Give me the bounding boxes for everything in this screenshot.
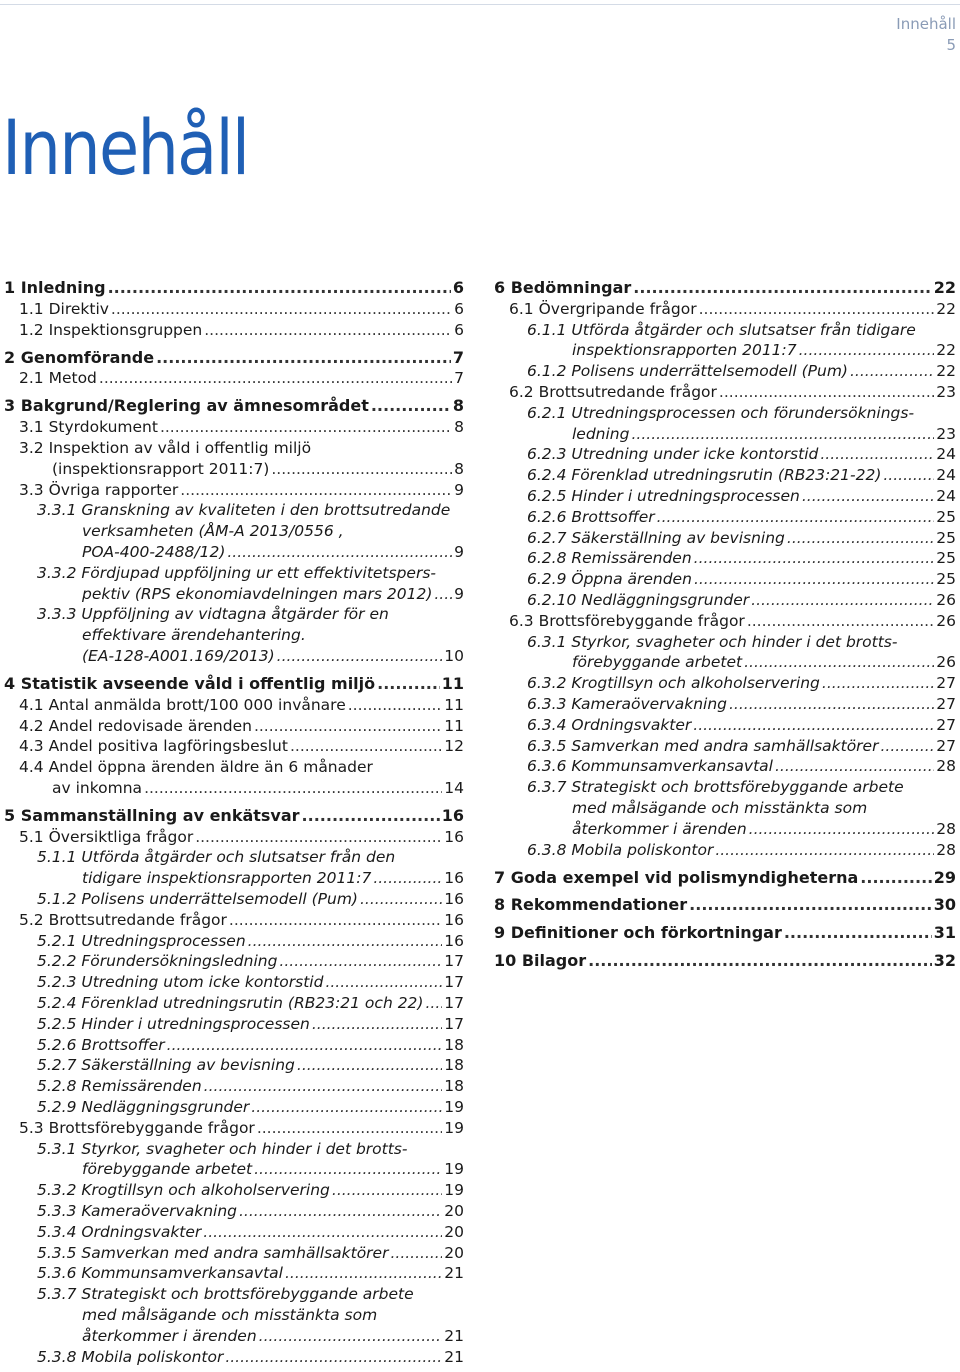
- dot-leader: [434, 584, 452, 605]
- dot-leader: [297, 1055, 442, 1076]
- dot-leader: [271, 459, 452, 480]
- toc-page-number: 16: [444, 869, 464, 888]
- dot-leader: [312, 1014, 442, 1035]
- toc-entry-title: 5.2.3 Utredning utom icke kontorstid: [37, 973, 324, 992]
- toc-page-number: 9: [454, 584, 464, 603]
- toc-entry-title: 7 Goda exempel vid polismyndigheterna: [494, 867, 859, 887]
- toc-entry-title: 5.1.1 Utförda åtgärder och slutsatser från den: [37, 848, 396, 867]
- toc-page-number: 25: [936, 507, 956, 526]
- toc-entry[interactable]: [4, 1284, 464, 1346]
- dot-leader: [285, 1263, 442, 1284]
- dot-leader: [373, 868, 442, 889]
- dot-leader: [631, 424, 934, 445]
- toc-page-number: 16: [444, 827, 464, 846]
- dot-leader: [167, 1035, 443, 1056]
- toc-entry-title: 5.3.3 Kameraövervakning: [37, 1202, 237, 1221]
- toc-entry-title: 6.3.7 Strategiskt och brottsförebyggande arbete: [527, 778, 904, 797]
- toc-entry[interactable]: [4, 604, 464, 666]
- toc-entry[interactable]: [4, 1180, 464, 1201]
- toc-page-number: 16: [444, 931, 464, 950]
- toc-entry[interactable]: [494, 299, 956, 320]
- dot-leader: [156, 348, 451, 369]
- toc-page-number: 18: [444, 1035, 464, 1054]
- toc-page-number: 22: [936, 341, 956, 360]
- toc-page-number: 30: [933, 895, 956, 915]
- dot-leader: [775, 756, 934, 777]
- toc-entry-title: 6.1.1 Utförda åtgärder och slutsatser från tidigare: [527, 320, 916, 339]
- toc-entry[interactable]: [4, 299, 464, 320]
- toc-page-number: 19: [444, 1098, 464, 1117]
- toc-entry[interactable]: [4, 757, 464, 799]
- toc-entry-title: 6.3.3 Kameraövervakning: [527, 694, 727, 713]
- toc-page-number: 14: [444, 778, 464, 797]
- toc-page-number: 28: [936, 757, 956, 776]
- dot-leader: [332, 1180, 442, 1201]
- dot-leader: [204, 320, 452, 341]
- toc-entry[interactable]: [4, 1222, 464, 1243]
- toc-entry[interactable]: [494, 486, 956, 507]
- toc-entry[interactable]: [4, 563, 464, 605]
- toc-entry[interactable]: [4, 736, 464, 757]
- toc-page-number: 12: [444, 737, 464, 756]
- toc-page-number: 32: [933, 951, 956, 971]
- toc-entry-title: 5.3.8 Mobila poliskontor: [37, 1347, 224, 1366]
- toc-entry-title: 6.2.5 Hinder i utredningsprocessen: [527, 486, 800, 505]
- dot-leader: [751, 590, 934, 611]
- toc-page-number: 9: [454, 542, 464, 561]
- toc-entry-title: 6.2.9 Öppna ärenden: [527, 570, 692, 589]
- toc-entry[interactable]: [4, 847, 464, 889]
- toc-entry[interactable]: [4, 1139, 464, 1181]
- toc-entry-title: 5.3.1 Styrkor, svagheter och hinder i det brotts-: [37, 1139, 408, 1158]
- dot-leader: [99, 368, 452, 389]
- toc-entry-title: verksamheten (ÅM-A 2013/0556 ,: [82, 522, 344, 541]
- dot-leader: [883, 465, 934, 486]
- toc-entry[interactable]: [494, 320, 956, 362]
- dot-leader: [203, 1222, 442, 1243]
- toc-page-number: 17: [444, 973, 464, 992]
- toc-entry[interactable]: [4, 972, 464, 993]
- toc-page-number: 16: [441, 805, 464, 825]
- dot-leader: [657, 507, 935, 528]
- dot-leader: [784, 923, 932, 944]
- toc-page-number: 22: [936, 362, 956, 381]
- toc-entry[interactable]: [4, 951, 464, 972]
- toc-entry[interactable]: [4, 806, 464, 827]
- dot-leader: [254, 1159, 442, 1180]
- toc-entry[interactable]: [494, 528, 956, 549]
- toc-entry[interactable]: [494, 736, 956, 757]
- page-title: Innehåll: [2, 103, 249, 192]
- toc-entry-title: 5.3.5 Samverkan med andra samhällsaktörer: [37, 1243, 389, 1262]
- toc-entry[interactable]: [4, 910, 464, 931]
- toc-entry-title: 3.3.1 Granskning av kvaliteten i den brottsutredande: [37, 501, 451, 520]
- toc-entry-title: 3.3.3 Uppföljning av vidtagna åtgärder för en: [37, 605, 389, 624]
- dot-leader: [348, 695, 443, 716]
- header-page-number: 5: [946, 36, 956, 54]
- toc-entry-title: 6.1 Övergripande frågor: [509, 299, 697, 318]
- toc-entry-title: 3.3 Övriga rapporter: [19, 480, 179, 499]
- toc-entry-title: 3 Bakgrund/Reglering av ämnesområdet: [4, 396, 369, 416]
- toc-entry-title: 5.3.6 Kommunsamverkansavtal: [37, 1264, 283, 1283]
- toc-entry-title: 8 Rekommendationer: [494, 895, 688, 915]
- dot-leader: [860, 868, 931, 889]
- toc-page-number: 22: [933, 278, 956, 297]
- toc-page-number: 26: [936, 590, 956, 609]
- toc-page-number: 16: [444, 890, 464, 909]
- toc-entry[interactable]: [4, 438, 464, 480]
- dot-leader: [850, 361, 934, 382]
- header-section-label: Innehåll: [896, 15, 956, 33]
- toc-entry[interactable]: [4, 1035, 464, 1056]
- toc-entry-title: 2 Genomförande: [4, 347, 155, 367]
- toc-entry-title: 5 Sammanställning av enkätsvar: [4, 805, 300, 825]
- toc-entry-title: 4.2 Andel redovisade ärenden: [19, 716, 252, 735]
- toc-page-number: 7: [452, 347, 464, 367]
- toc-entry[interactable]: [494, 673, 956, 694]
- toc-entry[interactable]: [494, 632, 956, 674]
- toc-entry[interactable]: [494, 465, 956, 486]
- toc-page-number: 20: [444, 1243, 464, 1262]
- toc-page-number: 17: [444, 952, 464, 971]
- toc-page-number: 20: [444, 1222, 464, 1241]
- toc-page-number: 27: [936, 736, 956, 755]
- toc-entry-title: 1.1 Direktiv: [19, 299, 109, 318]
- toc-entry-title: av inkomna: [52, 778, 143, 797]
- dot-leader: [325, 972, 442, 993]
- toc-entry[interactable]: [4, 1076, 464, 1097]
- toc-entry[interactable]: [494, 756, 956, 777]
- dot-leader: [302, 806, 440, 827]
- toc-entry[interactable]: [4, 1118, 464, 1139]
- dot-leader: [277, 646, 443, 667]
- dot-leader: [693, 715, 934, 736]
- toc-entry-title: 5.1.2 Polisens underrättelsemodell (Pum): [37, 890, 358, 909]
- toc-entry-title: förebyggande arbetet: [572, 653, 743, 672]
- toc-entry-title: POA-400-2488/12): [82, 542, 226, 561]
- toc-entry[interactable]: [4, 1055, 464, 1076]
- toc-entry-title: 6.2 Brottsutredande frågor: [509, 382, 717, 401]
- toc-entry[interactable]: [4, 480, 464, 501]
- dot-leader: [749, 819, 935, 840]
- toc-page-number: 19: [444, 1160, 464, 1179]
- toc-page-number: 17: [444, 1014, 464, 1033]
- toc-entry[interactable]: [4, 368, 464, 389]
- toc-entry-title: 6.3.4 Ordningsvakter: [527, 715, 692, 734]
- toc-page-number: 26: [936, 653, 956, 672]
- dot-leader: [787, 528, 934, 549]
- toc-entry-title: 5.1 Översiktliga frågor: [19, 827, 194, 846]
- toc-page-number: 10: [444, 646, 464, 665]
- toc-entry[interactable]: [494, 951, 956, 972]
- dot-leader: [689, 895, 932, 916]
- toc-entry-title: återkommer i ärenden: [82, 1326, 257, 1345]
- dot-leader: [195, 827, 442, 848]
- dot-leader: [425, 993, 442, 1014]
- dot-leader: [251, 1097, 442, 1118]
- toc-entry-title: 10 Bilagor: [494, 951, 587, 971]
- toc-entry[interactable]: [494, 548, 956, 569]
- toc-entry[interactable]: [494, 403, 956, 445]
- toc-page-number: 27: [936, 674, 956, 693]
- toc-entry-title: 5.2.8 Remissärenden: [37, 1077, 202, 1096]
- toc-entry-title: 6.3.8 Mobila poliskontor: [527, 840, 714, 859]
- toc-entry-title: 4 Statistik avseende våld i offentlig miljö: [4, 673, 376, 693]
- toc-entry-title: pektiv (RPS ekonomiavdelningen mars 2012): [82, 584, 433, 603]
- dot-leader: [729, 694, 934, 715]
- toc-entry-title: 1 Inledning: [4, 278, 106, 297]
- toc-page-number: 20: [444, 1202, 464, 1221]
- dot-leader: [239, 1201, 442, 1222]
- dot-leader: [257, 1118, 442, 1139]
- dot-leader: [719, 382, 934, 403]
- toc-entry-title: 4.1 Antal anmälda brott/100 000 invånare: [19, 695, 346, 714]
- toc-entry[interactable]: [494, 590, 956, 611]
- toc-page-number: 28: [936, 840, 956, 859]
- dot-leader: [747, 611, 934, 632]
- dot-leader: [248, 931, 443, 952]
- toc-column-right: [494, 278, 956, 972]
- toc-entry-title: 6.2.8 Remissärenden: [527, 549, 692, 568]
- toc-entry-title: 6.3 Brottsförebyggande frågor: [509, 611, 745, 630]
- toc-entry-title: 5.3.7 Strategiskt och brottsförebyggande arbete: [37, 1285, 414, 1304]
- toc-page-number: 6: [454, 299, 464, 318]
- toc-entry[interactable]: [4, 1263, 464, 1284]
- toc-entry[interactable]: [4, 1243, 464, 1264]
- toc-entry[interactable]: [4, 1014, 464, 1035]
- toc-entry[interactable]: [4, 931, 464, 952]
- toc-entry-title: 6.3.6 Kommunsamverkansavtal: [527, 757, 773, 776]
- dot-leader: [802, 486, 934, 507]
- toc-page-number: 24: [936, 466, 956, 485]
- toc-page-number: 8: [454, 418, 464, 437]
- toc-entry[interactable]: [4, 320, 464, 341]
- toc-entry-title: 6.2.6 Brottsoffer: [527, 507, 655, 526]
- toc-entry-title: 5.3.2 Krogtillsyn och alkoholservering: [37, 1181, 330, 1200]
- toc-entry[interactable]: [4, 695, 464, 716]
- toc-page-number: 27: [936, 715, 956, 734]
- toc-entry[interactable]: [494, 840, 956, 861]
- toc-entry-title: 6.3.5 Samverkan med andra samhällsaktörer: [527, 736, 879, 755]
- toc-page-number: 6: [454, 320, 464, 339]
- toc-entry[interactable]: [4, 278, 464, 299]
- toc-page-number: 17: [444, 994, 464, 1013]
- dot-leader: [633, 278, 931, 299]
- toc-entry-title: 6.1.2 Polisens underrättelsemodell (Pum): [527, 362, 848, 381]
- dot-leader: [822, 673, 934, 694]
- toc-page-number: 18: [444, 1077, 464, 1096]
- toc-entry[interactable]: [494, 868, 956, 889]
- toc-entry[interactable]: [494, 923, 956, 944]
- toc-entry[interactable]: [4, 1097, 464, 1118]
- dot-leader: [880, 736, 934, 757]
- toc-entry[interactable]: [4, 1347, 464, 1368]
- toc-entry-title: återkommer i ärenden: [572, 819, 747, 838]
- toc-entry[interactable]: [4, 716, 464, 737]
- toc-entry-title: 5.2.4 Förenklad utredningsrutin (RB23:21 och 22): [37, 994, 424, 1013]
- toc-page-number: 21: [444, 1326, 464, 1345]
- dot-leader: [111, 299, 452, 320]
- toc-page-number: 11: [444, 695, 464, 714]
- toc-page-number: 23: [936, 424, 956, 443]
- toc-entry-title: 2.1 Metod: [19, 369, 97, 388]
- toc-entry-title: (EA-128-A001.169/2013): [82, 646, 275, 665]
- toc-entry-title: 5.2.6 Brottsoffer: [37, 1035, 165, 1054]
- toc-page-number: 24: [936, 445, 956, 464]
- dot-leader: [279, 951, 442, 972]
- dot-leader: [227, 542, 452, 563]
- toc-page-number: 23: [936, 382, 956, 401]
- dot-leader: [108, 278, 451, 299]
- toc-page-number: 21: [444, 1264, 464, 1283]
- toc-page-number: 29: [933, 867, 956, 887]
- toc-page-number: 25: [936, 528, 956, 547]
- toc-entry-title: 4.4 Andel öppna ärenden äldre än 6 månader: [19, 758, 373, 777]
- dot-leader: [371, 396, 451, 417]
- toc-entry-title: 5.2.5 Hinder i utredningsprocessen: [37, 1014, 310, 1033]
- dot-leader: [744, 652, 934, 673]
- dot-leader: [290, 736, 442, 757]
- toc-entry-title: 6.2.1 Utredningsprocessen och förundersöknings-: [527, 403, 915, 422]
- toc-page-number: 16: [444, 910, 464, 929]
- toc-page-number: 18: [444, 1056, 464, 1075]
- dot-leader: [588, 951, 932, 972]
- toc-entry-title: tidigare inspektionsrapporten 2011:7: [82, 869, 372, 888]
- toc-entry-title: 6.2.7 Säkerställning av bevisning: [527, 528, 785, 547]
- toc-entry-title: 6 Bedömningar: [494, 278, 632, 297]
- toc-entry[interactable]: [4, 417, 464, 438]
- toc-entry[interactable]: [494, 777, 956, 839]
- toc-entry[interactable]: [4, 993, 464, 1014]
- toc-entry-title: 5.2.9 Nedläggningsgrunder: [37, 1098, 250, 1117]
- toc-entry[interactable]: [4, 827, 464, 848]
- toc-page-number: 25: [936, 570, 956, 589]
- toc-page-number: 9: [454, 480, 464, 499]
- toc-entry[interactable]: [4, 889, 464, 910]
- toc-page-number: 25: [936, 549, 956, 568]
- toc-entry-title: 5.3 Brottsförebyggande frågor: [19, 1118, 255, 1137]
- toc-page-number: 19: [444, 1118, 464, 1137]
- dot-leader: [229, 910, 442, 931]
- toc-entry-title: inspektionsrapporten 2011:7: [572, 341, 797, 360]
- toc-entry-title: 3.2 Inspektion av våld i offentlig miljö: [19, 438, 312, 457]
- toc-page-number: 8: [452, 396, 464, 416]
- toc-entry-title: 9 Definitioner och förkortningar: [494, 923, 782, 943]
- toc-entry-title: 6.3.2 Krogtillsyn och alkoholservering: [527, 674, 820, 693]
- toc-entry[interactable]: [494, 361, 956, 382]
- dot-leader: [694, 548, 935, 569]
- dot-leader: [160, 417, 452, 438]
- dot-leader: [254, 716, 442, 737]
- toc-entry[interactable]: [4, 396, 464, 417]
- toc-entry-title: 5.2.7 Säkerställning av bevisning: [37, 1056, 295, 1075]
- toc-entry-title: 6.2.4 Förenklad utredningsrutin (RB23:21-22): [527, 466, 882, 485]
- toc-entry[interactable]: [494, 444, 956, 465]
- toc-page-number: 26: [936, 611, 956, 630]
- toc-entry-title: 5.3.4 Ordningsvakter: [37, 1222, 202, 1241]
- dot-leader: [694, 569, 934, 590]
- toc-entry-title: (inspektionsrapport 2011:7): [52, 459, 270, 478]
- toc-entry-title: förebyggande arbetet: [82, 1160, 253, 1179]
- toc-entry-title: 4.3 Andel positiva lagföringsbeslut: [19, 737, 288, 756]
- toc-entry-title: 1.2 Inspektionsgruppen: [19, 320, 203, 339]
- toc-entry[interactable]: [494, 507, 956, 528]
- toc-entry[interactable]: [494, 382, 956, 403]
- toc-entry-title: 5.2.2 Förundersökningsledning: [37, 952, 278, 971]
- toc-entry[interactable]: [4, 348, 464, 369]
- toc-page-number: 22: [936, 299, 956, 318]
- toc-entry[interactable]: [4, 674, 464, 695]
- toc-page-number: 27: [936, 694, 956, 713]
- running-header: [896, 14, 956, 56]
- toc-column-left: [4, 278, 464, 1367]
- toc-entry[interactable]: [494, 611, 956, 632]
- toc-entry[interactable]: [494, 895, 956, 916]
- toc-page-number: 31: [933, 923, 956, 943]
- dot-leader: [360, 889, 442, 910]
- dot-leader: [390, 1243, 442, 1264]
- toc-entry-title: med målsägande och misstänkta som: [82, 1306, 378, 1324]
- toc-entry[interactable]: [494, 694, 956, 715]
- top-rule: [0, 4, 960, 5]
- dot-leader: [799, 340, 935, 361]
- toc-entry-title: 6.3.1 Styrkor, svagheter och hinder i det brotts-: [527, 632, 898, 651]
- dot-leader: [377, 674, 440, 695]
- toc-page-number: 8: [454, 459, 464, 478]
- dot-leader: [225, 1347, 442, 1368]
- toc-page-number: 11: [441, 673, 464, 693]
- toc-entry-title: 3.3.2 Fördjupad uppföljning ur ett effektivitetspers-: [37, 563, 437, 582]
- toc-entry[interactable]: [494, 278, 956, 299]
- toc-entry-title: 5.2.1 Utredningsprocessen: [37, 931, 246, 950]
- toc-page-number: 11: [444, 716, 464, 735]
- toc-page-number: 24: [936, 486, 956, 505]
- dot-leader: [699, 299, 935, 320]
- dot-leader: [820, 444, 934, 465]
- toc-entry-title: med målsägande och misstänkta som: [572, 798, 868, 817]
- toc-page-number: 19: [444, 1181, 464, 1200]
- toc-page-number: 6: [452, 278, 464, 297]
- toc-entry[interactable]: [494, 715, 956, 736]
- dot-leader: [259, 1326, 443, 1347]
- toc-entry-title: ledning: [572, 424, 630, 443]
- toc-entry-title: 6.2.3 Utredning under icke kontorstid: [527, 445, 819, 464]
- dot-leader: [204, 1076, 443, 1097]
- toc-entry-title: effektivare ärendehantering.: [82, 626, 306, 645]
- toc-page-number: 28: [936, 819, 956, 838]
- toc-entry[interactable]: [494, 569, 956, 590]
- toc-page-number: 21: [444, 1347, 464, 1366]
- dot-leader: [715, 840, 934, 861]
- toc-entry-title: 5.2 Brottsutredande frågor: [19, 910, 227, 929]
- toc-page-number: 7: [454, 369, 464, 388]
- toc-entry[interactable]: [4, 500, 464, 562]
- toc-entry-title: 6.2.10 Nedläggningsgrunder: [527, 590, 750, 609]
- toc-entry-title: 3.1 Styrdokument: [19, 418, 158, 437]
- dot-leader: [180, 480, 452, 501]
- toc-entry[interactable]: [4, 1201, 464, 1222]
- dot-leader: [144, 778, 442, 799]
